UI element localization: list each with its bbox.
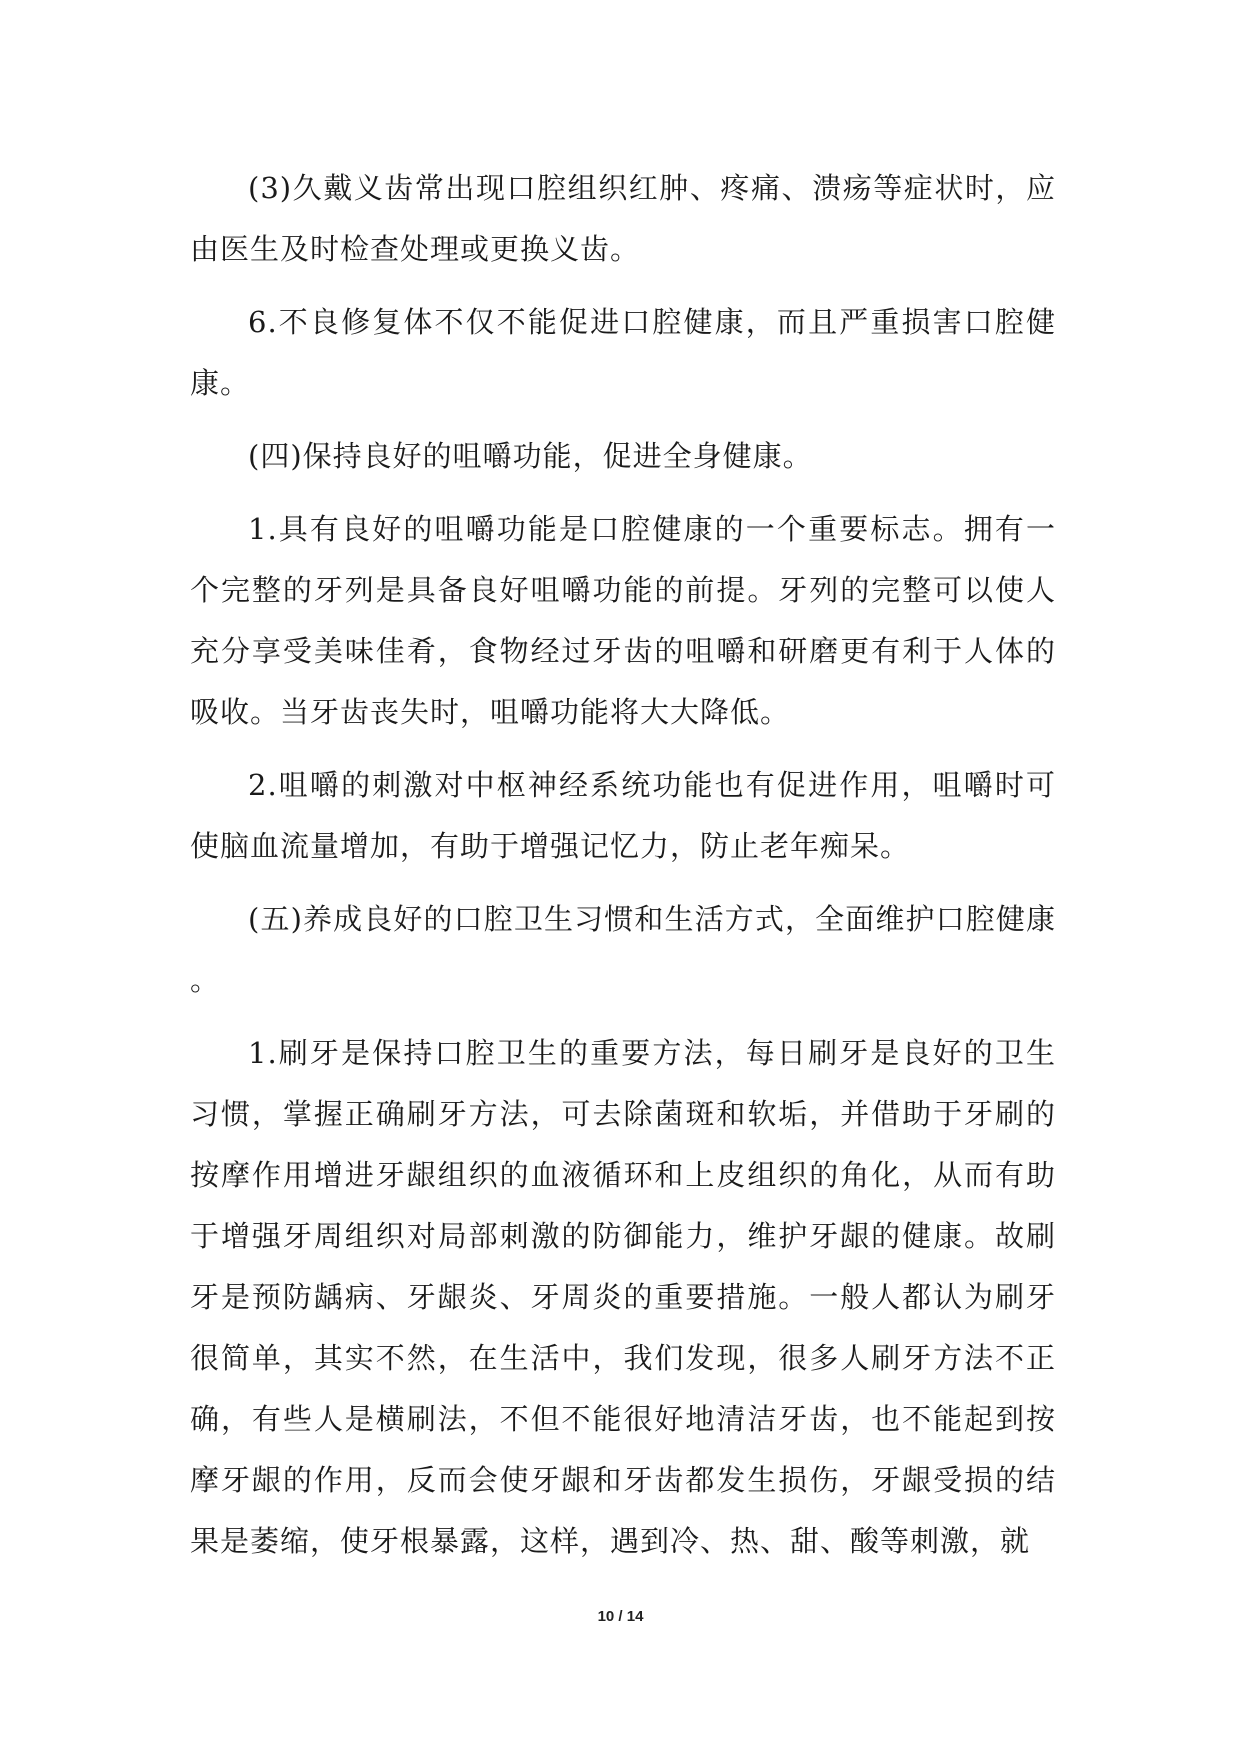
paragraph-denture-symptoms: (3)久戴义齿常出现口腔组织红肿、疼痛、溃疡等症状时，应由医生及时检查处理或更换义齿。 xyxy=(190,171,1056,266)
paragraph-chewing-importance: 1.具有良好的咀嚼功能是口腔健康的一个重要标志。拥有一个完整的牙列是具备良好咀嚼功能的前提。牙列的完整可以使人充分享受美味佳肴，食物经过牙齿的咀嚼和研磨更有利于人体的吸收。当牙齿丧失时，咀嚼功能将大大降低。 xyxy=(190,512,1056,729)
paragraph-tooth-brushing: 1.刷牙是保持口腔卫生的重要方法，每日刷牙是良好的卫生习惯，掌握正确刷牙方法，可去除菌斑和软垢，并借助于牙刷的按摩作用增进牙龈组织的血液循环和上皮组织的角化，从而有助于增强牙周组织对局部刺激的防御能力，维护牙龈的健康。故刷牙是预防龋病、牙龈炎、牙周炎的重要措施。一般人都认为刷牙很简单，其实不然，在生活中，我们发现，很多人刷牙方法不正确，有些人是横刷法，不但不能很好地清洁牙齿，也不能起到按摩牙龈的作用，反而会使牙龈和牙齿都发生损伤，牙龈受损的结果是萎缩，使牙根暴露，这样，遇到冷、热、甜、酸等刺激，就 xyxy=(190,1036,1056,1558)
paragraph-chewing-nervous-system: 2.咀嚼的刺激对中枢神经系统功能也有促进作用，咀嚼时可使脑血流量增加，有助于增强记忆力，防止老年痴呆。 xyxy=(190,768,1056,863)
paragraph-bad-restoration: 6.不良修复体不仅不能促进口腔健康，而且严重损害口腔健康。 xyxy=(190,305,1056,400)
section-heading-chewing-function: (四)保持良好的咀嚼功能，促进全身健康。 xyxy=(248,439,813,473)
page-number: 10 / 14 xyxy=(597,1608,644,1625)
section-heading-oral-hygiene: (五)养成良好的口腔卫生习惯和生活方式，全面维护口腔健康。 xyxy=(190,902,1056,997)
document-body xyxy=(190,158,1056,1572)
